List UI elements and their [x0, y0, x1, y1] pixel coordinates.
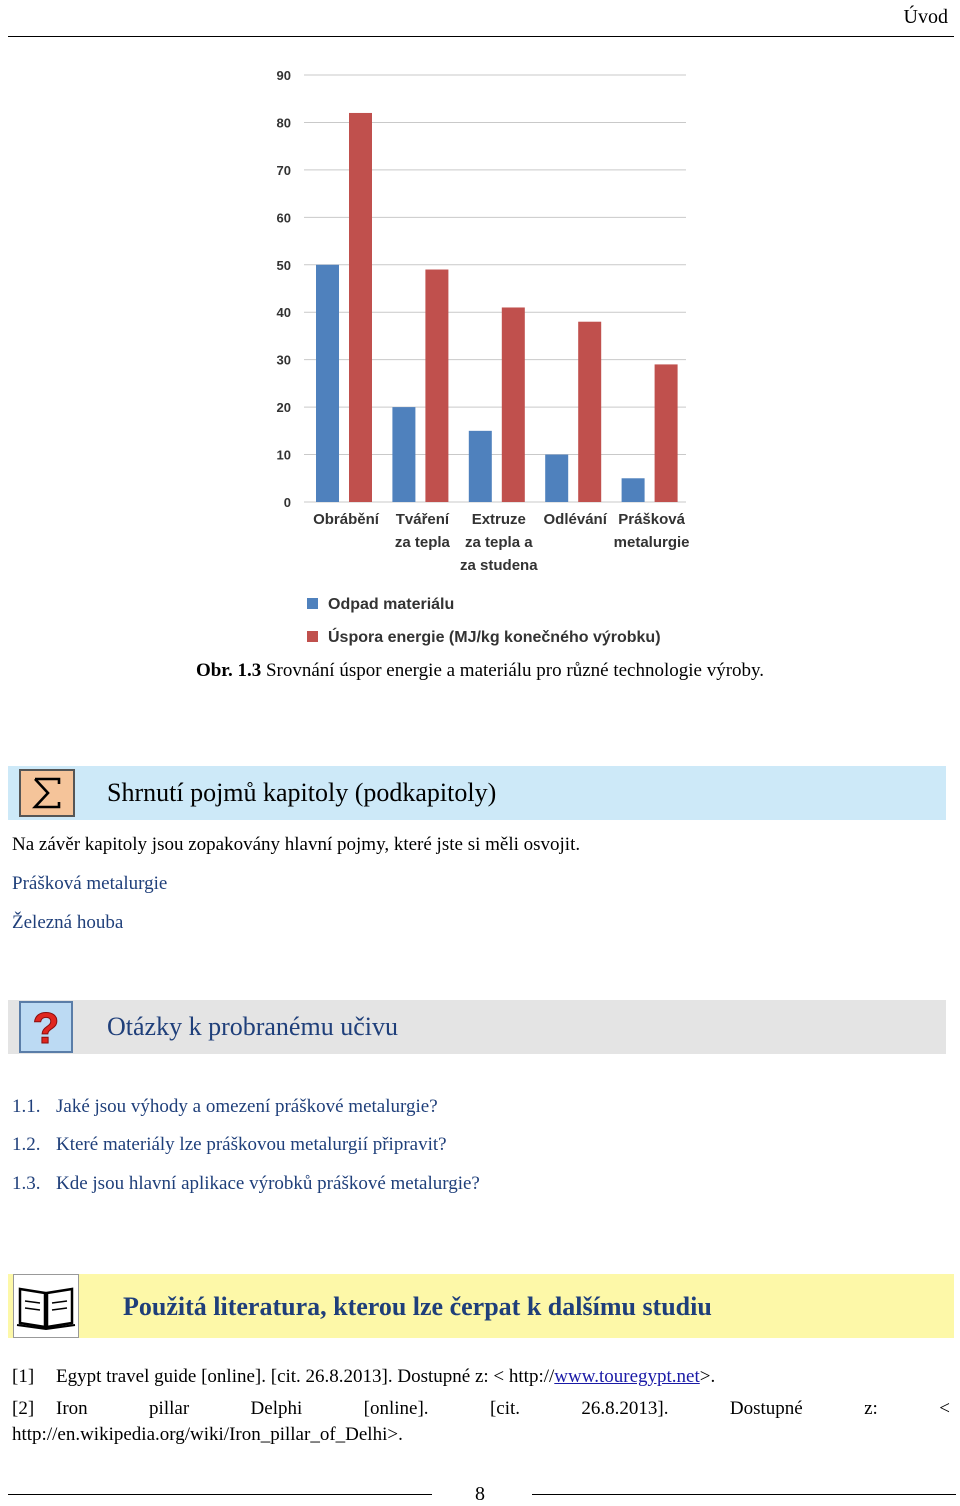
- bar: [469, 431, 492, 502]
- y-tick-label: 20: [276, 400, 291, 416]
- question-number: 1.2.: [12, 1134, 41, 1155]
- y-tick-label: 70: [276, 162, 291, 178]
- x-tick-label: Prášková: [618, 511, 685, 528]
- y-tick-label: 40: [276, 305, 291, 321]
- summary-title: Shrnutí pojmů kapitoly (podkapitoly): [107, 778, 497, 807]
- reference-word: <: [939, 1398, 950, 1419]
- reference-2: [12, 1398, 950, 1420]
- y-tick-label: 80: [276, 115, 291, 131]
- bar: [349, 113, 372, 502]
- bar: [425, 270, 448, 502]
- question-number: 1.3.: [12, 1173, 41, 1194]
- figure-caption: [0, 660, 960, 682]
- legend-swatch: [307, 631, 318, 642]
- x-tick-label: Obrábění: [313, 511, 379, 528]
- question-text: Kde jsou hlavní aplikace výrobků práškové metalurgie?: [56, 1173, 480, 1194]
- legend-label: Úspora energie (MJ/kg konečného výrobku): [328, 629, 661, 646]
- bar: [545, 455, 568, 502]
- question-mark-icon: [19, 1001, 73, 1053]
- literature-title: Použitá literatura, kterou lze čerpat k dalšímu studiu: [123, 1292, 712, 1321]
- bar: [316, 265, 339, 502]
- y-tick-label: 10: [276, 447, 291, 463]
- sigma-icon: [19, 769, 75, 817]
- summary-header-band: [8, 766, 946, 820]
- bar: [502, 307, 525, 502]
- y-tick-label: 0: [283, 495, 291, 510]
- bar: [578, 322, 601, 502]
- summary-term-2: Železná houba: [12, 912, 124, 933]
- figure-label: Obr. 1.3: [195, 660, 262, 681]
- reference-word: Iron: [56, 1398, 88, 1419]
- reference-number: [2]: [12, 1398, 35, 1419]
- reference-text-end: >.: [699, 1366, 716, 1387]
- question-item: [12, 1173, 480, 1195]
- question-text: Jaké jsou výhody a omezení práškové metalurgie?: [56, 1096, 438, 1117]
- reference-word: z:: [864, 1398, 878, 1419]
- header-rule: [8, 36, 954, 37]
- x-tick-label: metalurgie: [613, 534, 690, 551]
- reference-1: [12, 1366, 950, 1388]
- bar-chart: [262, 58, 722, 650]
- x-tick-label: za studena: [460, 557, 538, 574]
- literature-header-band: [8, 1274, 954, 1338]
- svg-text:?: ?: [32, 1004, 60, 1051]
- reference-word: 26.8.2013].: [581, 1398, 669, 1419]
- legend-swatch: [307, 598, 318, 609]
- question-number: 1.1.: [12, 1096, 41, 1117]
- reference-word: pillar: [149, 1398, 190, 1419]
- figure-caption-text: Srovnání úspor energie a materiálu pro různé technologie výroby.: [265, 660, 765, 681]
- y-tick-label: 60: [276, 210, 291, 226]
- page-number: 8: [475, 1483, 485, 1505]
- running-header: Úvod: [903, 6, 948, 28]
- x-tick-label: Tváření: [395, 511, 450, 528]
- x-tick-label: za tepla a: [465, 534, 533, 551]
- bar: [622, 478, 645, 502]
- reference-word: Dostupné: [729, 1398, 803, 1419]
- summary-intro: Na závěr kapitoly jsou zopakovány hlavní pojmy, které jste si měli osvojit.: [12, 834, 581, 855]
- questions-header-band: [8, 1000, 946, 1054]
- y-tick-label: 50: [276, 257, 291, 273]
- reference-word: Delphi: [250, 1398, 303, 1419]
- x-tick-label: Odlévání: [543, 511, 607, 528]
- question-item: [12, 1096, 438, 1118]
- y-tick-label: 30: [276, 352, 291, 368]
- reference-link[interactable]: www.touregypt.net: [554, 1366, 700, 1387]
- question-item: [12, 1134, 447, 1156]
- book-icon: [13, 1274, 79, 1338]
- reference-text: Egypt travel guide [online]. [cit. 26.8.2013]. Dostupné z: < http://: [56, 1366, 555, 1387]
- legend-label: Odpad materiálu: [328, 596, 455, 613]
- bar: [655, 364, 678, 502]
- x-tick-label: Extruze: [471, 511, 526, 528]
- questions-title: Otázky k probranému učivu: [107, 1012, 398, 1041]
- x-tick-label: za tepla: [394, 534, 450, 551]
- reference-word: [online].: [363, 1398, 429, 1419]
- summary-term-1: Prášková metalurgie: [12, 873, 168, 894]
- question-text: Které materiály lze práškovou metalurgií připravit?: [56, 1134, 447, 1155]
- y-tick-label: 90: [276, 68, 291, 83]
- reference-text-justified: [56, 1398, 950, 1420]
- reference-number: [1]: [12, 1366, 35, 1387]
- reference-2-line-2: http://en.wikipedia.org/wiki/Iron_pillar_of_Delhi>.: [12, 1424, 403, 1445]
- reference-word: [cit.: [489, 1398, 521, 1419]
- bar: [392, 407, 415, 502]
